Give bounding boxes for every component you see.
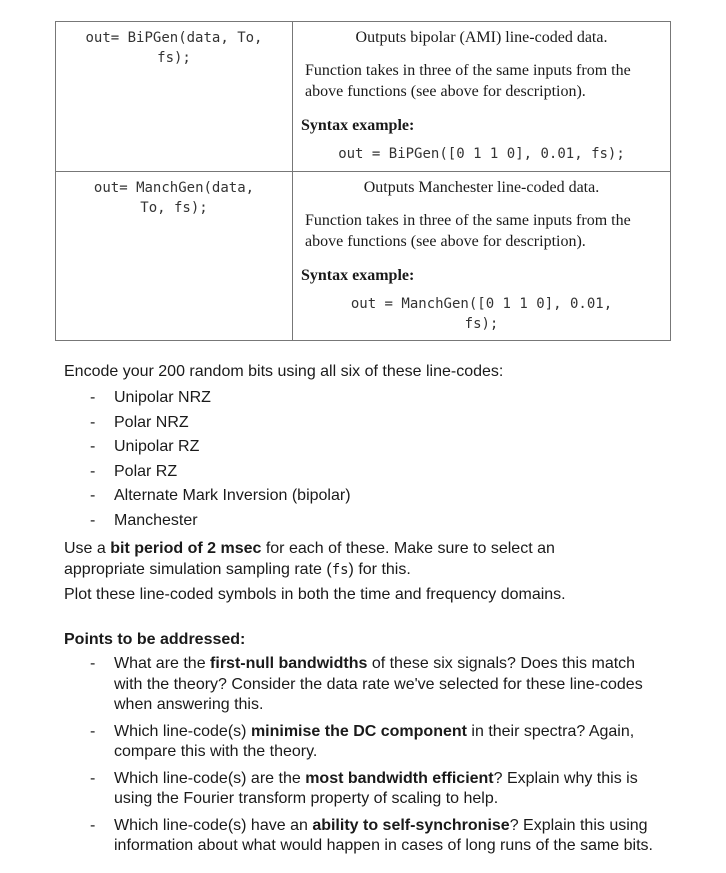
signature-line: To, fs);	[140, 200, 208, 216]
description-title: Outputs bipolar (AMI) line-coded data.	[355, 29, 608, 46]
fs-code: fs	[331, 562, 349, 578]
syntax-example: out = ManchGen([0 1 1 0], 0.01,	[350, 296, 613, 312]
list-item: - Unipolar NRZ	[114, 386, 674, 411]
points-heading: Points to be addressed:	[64, 631, 246, 648]
function-table	[55, 21, 671, 341]
bit-period-emphasis: bit period of 2 msec	[110, 540, 262, 557]
table-row	[56, 22, 671, 172]
signature-line: out= ManchGen(data,	[93, 180, 255, 196]
bit-period-paragraph: Use a bit period of 2 msec for each of these. Make sure to select an appropriate simulation sampling rate (fs) for this.	[64, 540, 555, 578]
function-description-cell	[293, 22, 671, 172]
line-code-list	[114, 386, 674, 533]
function-description-cell	[293, 172, 671, 341]
description-body: Function takes in three of the same inputs from the above functions (see above for description).	[305, 62, 631, 100]
signature-line: fs);	[157, 50, 191, 66]
list-item: - Which line-code(s) have an ability to self-synchronise? Explain this using information about what would happen in cases of long runs of the same bits.	[114, 816, 659, 857]
signature-line: out= BiPGen(data, To,	[85, 30, 263, 46]
table-row	[56, 172, 671, 341]
intro-paragraph: Encode your 200 random bits using all six of these line-codes:	[64, 363, 504, 380]
syntax-label: Syntax example:	[301, 117, 415, 134]
syntax-example-continued: fs);	[464, 316, 499, 332]
list-item: - Alternate Mark Inversion (bipolar)	[114, 484, 674, 509]
list-item: - Polar RZ	[114, 460, 674, 485]
list-item: - What are the first-null bandwidths of these six signals? Does this match with the theory? Consider the data rate we've selected for these line-codes when answering this.	[114, 654, 659, 716]
syntax-label: Syntax example:	[301, 267, 415, 284]
list-item: - Unipolar RZ	[114, 435, 674, 460]
list-item: - Which line-code(s) are the most bandwidth efficient? Explain why this is using the Fourier transform property of scaling to help.	[114, 769, 659, 810]
description-title: Outputs Manchester line-coded data.	[363, 179, 600, 196]
plot-paragraph: Plot these line-coded symbols in both the time and frequency domains.	[64, 586, 566, 603]
list-item: - Manchester	[114, 509, 674, 534]
function-signature-cell	[56, 172, 293, 341]
syntax-example: out = BiPGen([0 1 1 0], 0.01, fs);	[338, 146, 625, 162]
list-item: - Which line-code(s) minimise the DC component in their spectra? Again, compare this with the theory.	[114, 722, 659, 763]
list-item: - Polar NRZ	[114, 411, 674, 436]
function-signature-cell	[56, 22, 293, 172]
points-list	[114, 654, 659, 857]
description-body: Function takes in three of the same inputs from the above functions (see above for description).	[305, 212, 631, 250]
